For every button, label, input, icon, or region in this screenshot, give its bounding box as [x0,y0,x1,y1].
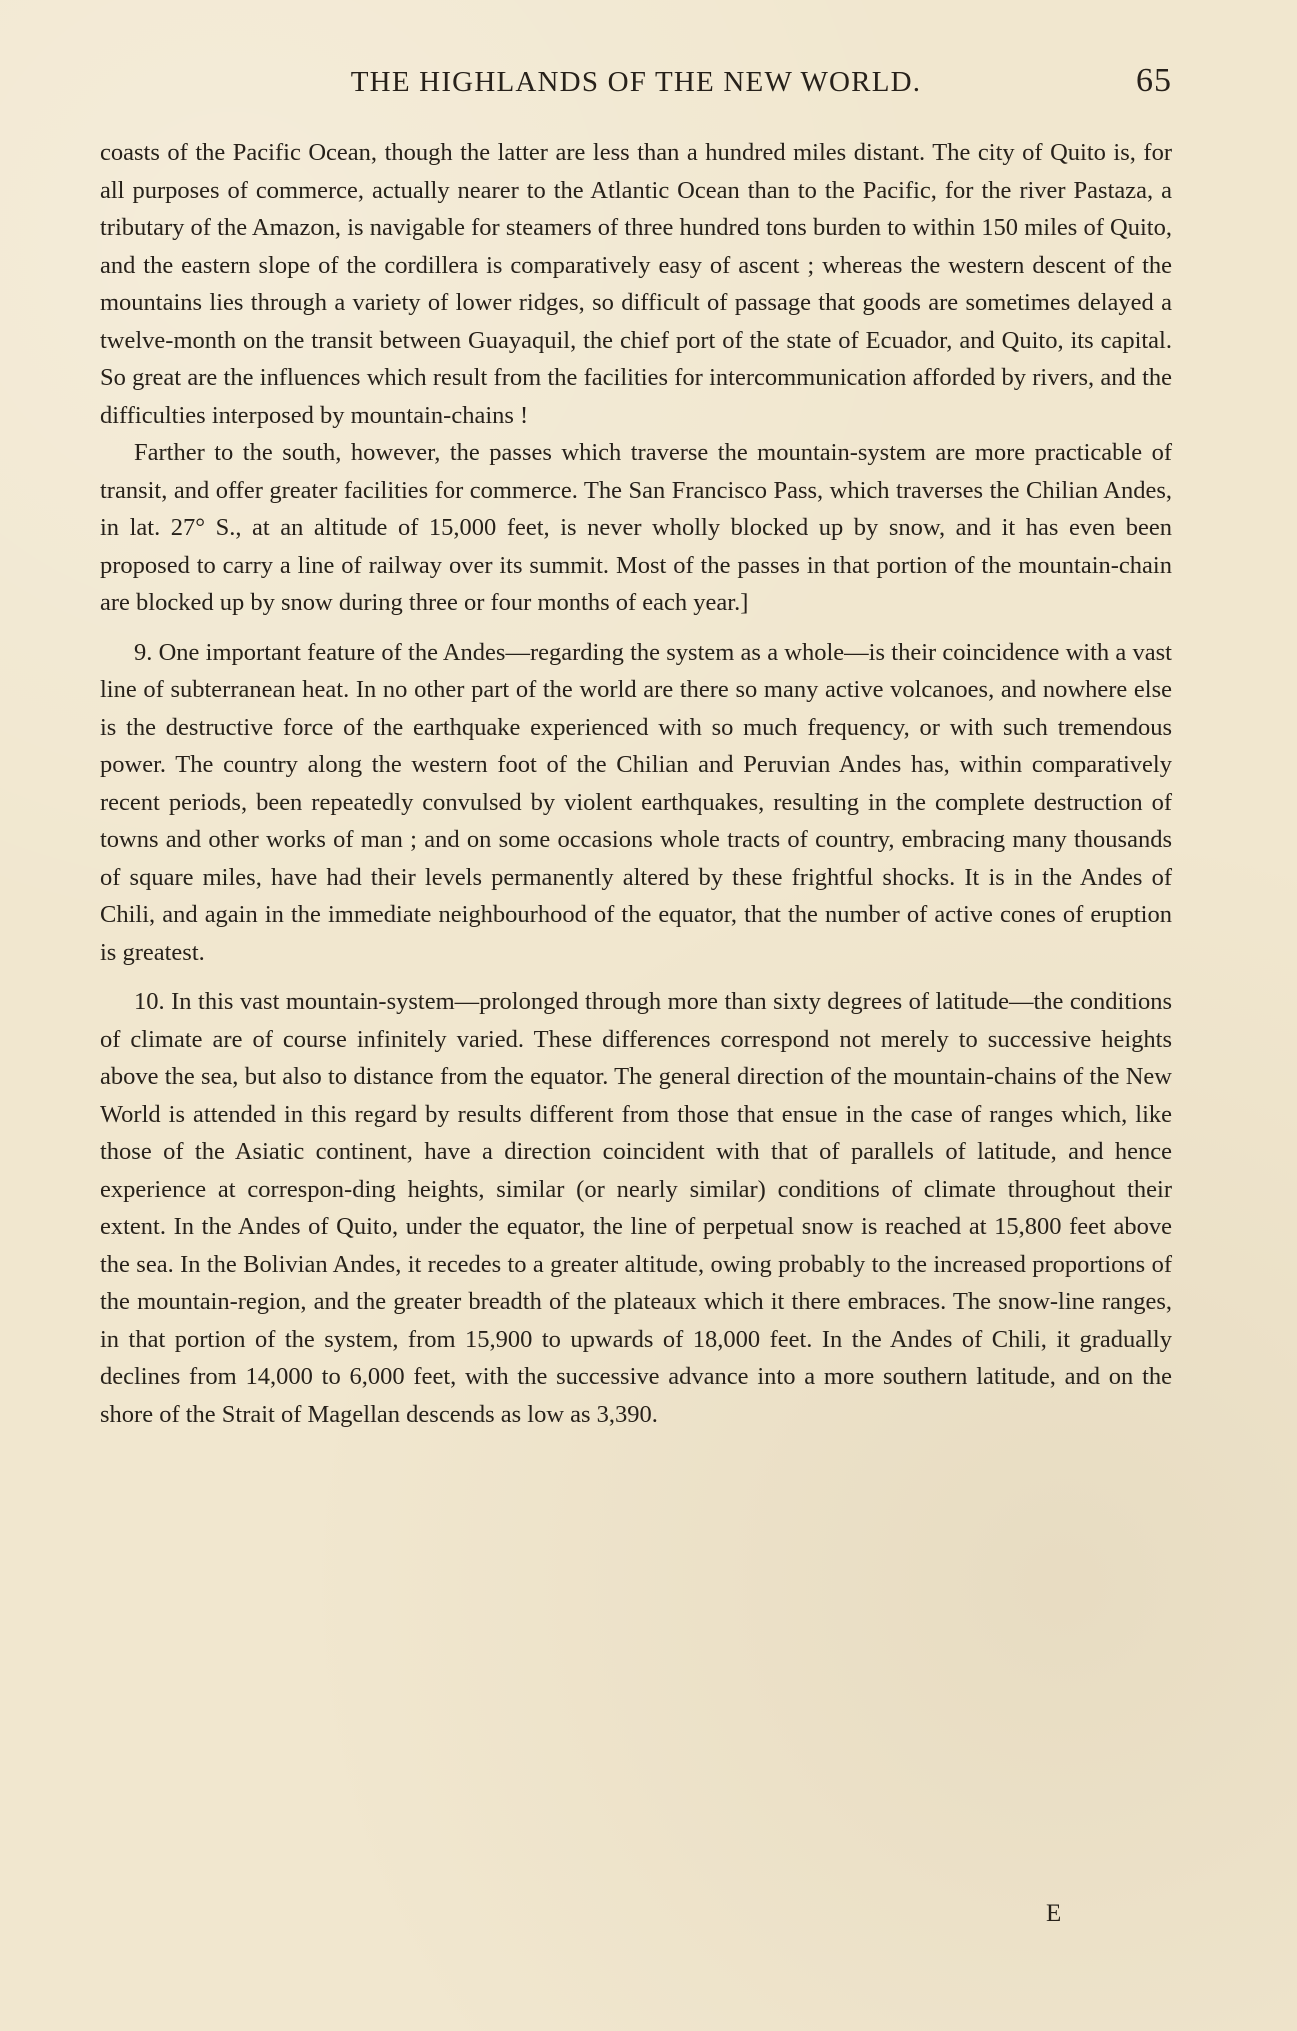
signature-mark: E [1046,1900,1063,1927]
page-number: 65 [1136,62,1172,99]
paragraph-section-9: 9. One important feature of the Andes—regarding the system as a whole—is their coincidence with a vast line of subterranean heat. In no other part of the world are there so many active volcanoes, and nowhere else is the destructive force of the earthquake experienced with so much frequency, or with such tremendous power. The country along the western foot of the Chilian and Peruvian Andes has, within comparatively recent periods, been repeatedly convulsed by violent earthquakes, resulting in the complete destruction of towns and other works of man ; and on some occasions whole tracts of country, embracing many thousands of square miles, have had their levels permanently altered by these frightful shocks. It is in the Andes of Chili, and again in the immediate neighbourhood of the equator, that the number of active cones of eruption is greatest. [100,638,1172,966]
page-header [100,62,1172,108]
paragraph-southern-passes: Farther to the south, however, the passes which traverse the mountain-system are more practicable of transit, and offer greater facilities for commerce. The San Francisco Pass, which traverses the Chilian Andes, in lat. 27° S., at an altitude of 15,000 feet, is never wholly blocked up by snow, and it has even been proposed to carry a line of railway over its summit. Most of the passes in that portion of the mountain-chain are blocked up by snow during three or four months of each year.] [100,439,1172,616]
paragraph-section-10: 10. In this vast mountain-system—prolonged through more than sixty degrees of latitude—the conditions of climate are of course infinitely varied. These differences correspond not merely to successive heights above the sea, but also to distance from the equator. The general direction of the mountain-chains of the New World is attended in this regard by results different from those that ensue in the case of ranges which, like those of the Asiatic continent, have a direction coincident with that of parallels of latitude, and hence experience at correspon-ding heights, similar (or nearly similar) conditions of climate throughout their extent. In the Andes of Quito, under the equator, the line of perpetual snow is reached at 15,800 feet above the sea. In the Bolivian Andes, it recedes to a greater altitude, owing probably to the increased proportions of the mountain-region, and the greater breadth of the plateaux which it there embraces. The snow-line ranges, in that portion of the system, from 15,900 to upwards of 18,000 feet. In the Andes of Chili, it gradually declines from 14,000 to 6,000 feet, with the successive advance into a more southern latitude, and on the shore of the Strait of Magellan descends as low as 3,390. [100,988,1172,1428]
running-head: THE HIGHLANDS OF THE NEW WORLD. [350,66,922,98]
main-text [100,134,1172,1433]
paragraph-continued: coasts of the Pacific Ocean, though the latter are less than a hundred miles distant. The city of Quito is, for all purposes of commerce, actually nearer to the Atlantic Ocean than to the Pacific, for the river Pastaza, a tributary of the Amazon, is navigable for steamers of three hundred tons burden to within 150 miles of Quito, and the eastern slope of the cordillera is comparatively easy of ascent ; whereas the western descent of the mountains lies through a variety of lower ridges, so difficult of passage that goods are sometimes delayed a twelve-month on the transit between Guayaquil, the chief port of the state of Ecuador, and Quito, its capital. So great are the influences which result from the facilities for intercommunication afforded by rivers, and the difficulties interposed by mountain-chains ! [100,139,1172,429]
